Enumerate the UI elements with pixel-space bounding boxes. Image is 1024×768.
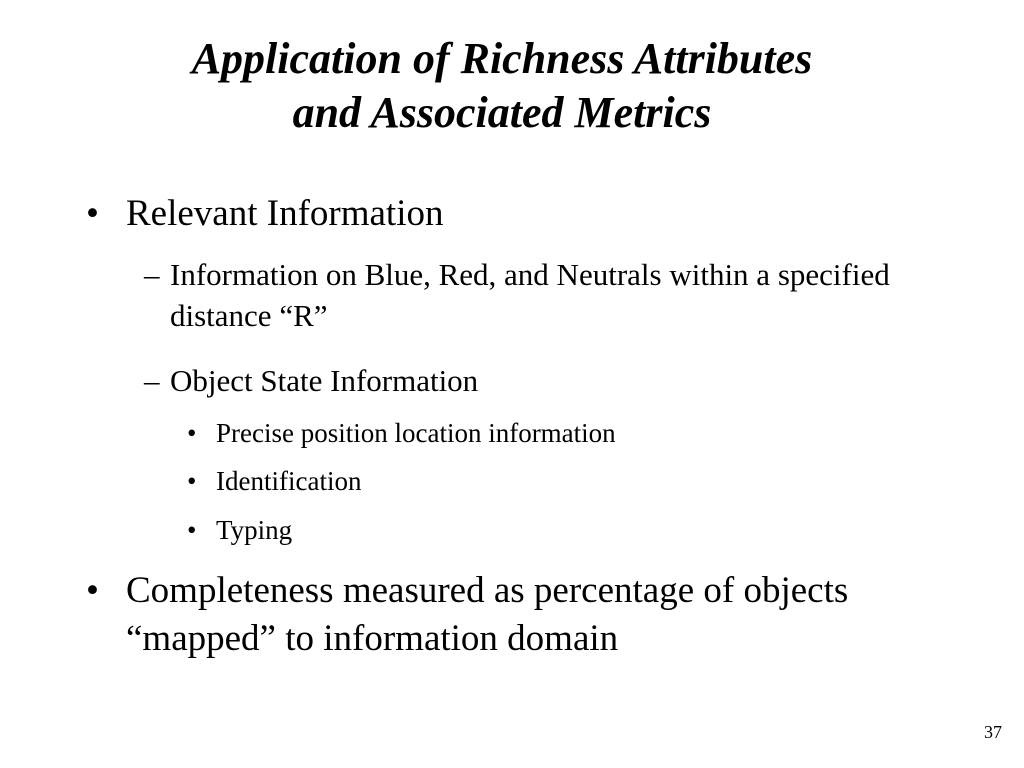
subbullet-information-on-blue-red-neutrals [144, 254, 944, 336]
bullet-marker: • [86, 570, 99, 611]
subbullet-text: Information on Blue, Red, and Neutrals within a specified distance “R” [170, 257, 890, 333]
bullet-text: Relevant Information [126, 193, 444, 234]
subsubbullet-identification [187, 463, 887, 499]
subsubbullet-text: Precise position location information [216, 418, 616, 448]
slide-title-line-2: and Associated Metrics [292, 88, 712, 137]
bullet-marker: • [187, 418, 197, 448]
bullet-relevant-information [86, 190, 966, 238]
dash-marker: – [144, 363, 160, 398]
slide-title [0, 32, 1004, 140]
subsubbullet-precise-position [187, 415, 887, 451]
subbullet-object-state-information [144, 360, 944, 401]
subsubbullet-text: Identification [216, 466, 362, 496]
subbullet-text: Object State Information [170, 363, 479, 398]
page-number: 37 [984, 722, 1002, 742]
slide-title-line-1: Application of Richness Attributes [191, 34, 813, 83]
bullet-marker: • [187, 515, 197, 545]
bullet-marker: • [86, 193, 99, 234]
bullet-marker: • [187, 466, 197, 496]
bullet-completeness [86, 567, 906, 663]
dash-marker: – [144, 257, 160, 292]
subsubbullet-typing [187, 512, 887, 548]
subsubbullet-text: Typing [216, 515, 293, 545]
bullet-text: Completeness measured as percentage of objects “mapped” to information domain [126, 570, 849, 659]
